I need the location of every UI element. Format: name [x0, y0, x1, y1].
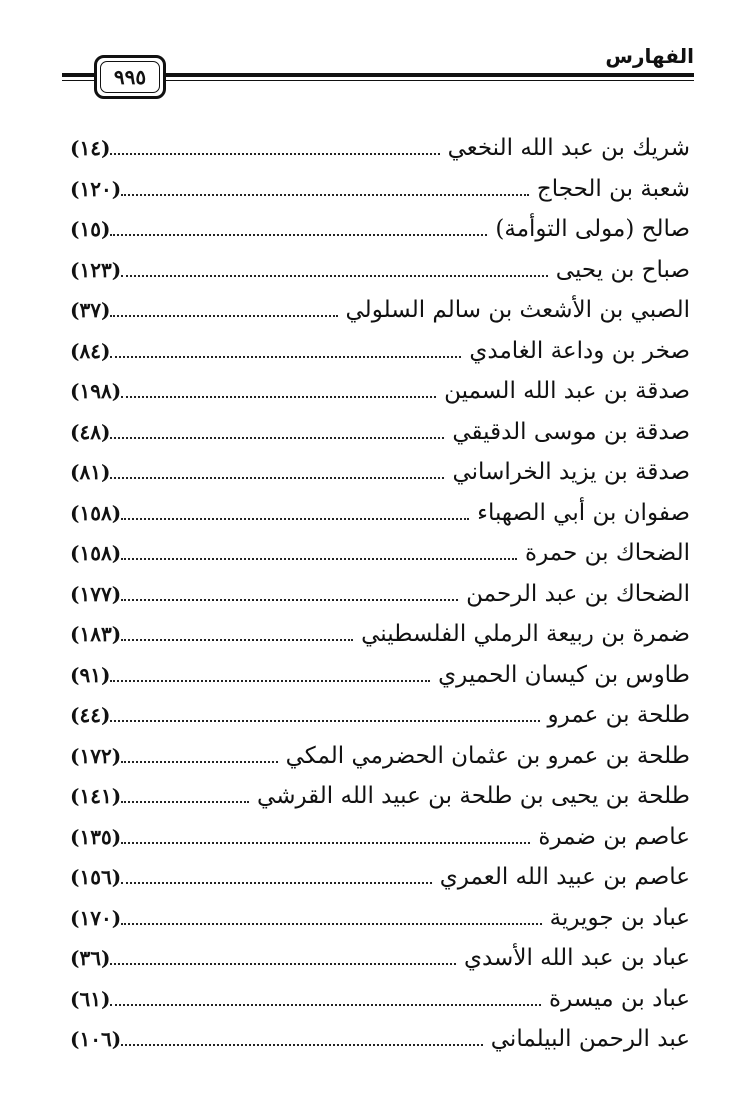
entry-reference: (١٧٧) — [70, 581, 122, 606]
index-entry — [70, 533, 690, 574]
page-number: ٩٩٥ — [113, 65, 147, 89]
entry-name: عبد الرحمن البيلماني — [490, 1026, 690, 1052]
dot-leader — [110, 314, 337, 317]
entry-reference: (١٢٠) — [70, 176, 122, 201]
dot-leader — [121, 841, 530, 844]
index-entry — [70, 655, 690, 696]
entry-name: عباد بن عبد الله الأسدي — [463, 945, 690, 971]
entry-name: صدقة بن يزيد الخراساني — [452, 459, 690, 485]
entry-reference: (١٥٨) — [70, 541, 122, 565]
entry-reference: (١٣٥) — [70, 824, 122, 849]
entry-name: الضحاك بن عبد الرحمن — [466, 580, 690, 607]
entry-name: صدقة بن موسى الدقيقي — [452, 418, 690, 445]
entry-name: شريك بن عبد الله النخعي — [447, 135, 690, 161]
entry-reference: (٤٤) — [70, 703, 111, 727]
entry-name: طلحة بن عمرو — [547, 702, 690, 728]
entry-reference: (٣٧) — [70, 298, 111, 322]
entry-name: صخر بن وداعة الغامدي — [469, 337, 690, 364]
dot-leader — [121, 760, 277, 763]
dot-leader — [110, 476, 444, 479]
entry-reference: (١٤) — [70, 136, 111, 160]
dot-leader — [110, 1003, 541, 1006]
index-entry — [70, 1019, 690, 1060]
entry-reference: (٦١) — [70, 986, 111, 1011]
entry-reference: (١٠٦) — [70, 1027, 122, 1051]
entry-reference: (١٤١) — [70, 784, 122, 808]
index-entry — [70, 209, 690, 250]
entry-reference: (٩١) — [70, 662, 111, 687]
entry-name: صدقة بن عبد الله السمين — [444, 378, 690, 404]
index-entry — [70, 493, 690, 534]
section-title: الفهارس — [605, 44, 694, 68]
entry-reference: (١٨٣) — [70, 622, 122, 646]
entry-reference: (١٥٨) — [70, 500, 122, 525]
dot-leader — [110, 233, 487, 236]
entry-reference: (٤٨) — [70, 419, 111, 444]
index-entry — [70, 452, 690, 493]
index-entry — [70, 857, 690, 898]
dot-leader — [121, 517, 469, 520]
entry-name: طلحة بن عمرو بن عثمان الحضرمي المكي — [285, 742, 690, 769]
dot-leader — [121, 557, 517, 560]
entry-name: عباد بن جويرية — [549, 904, 690, 931]
dot-leader — [110, 962, 456, 965]
dot-leader — [110, 679, 430, 682]
entry-name: شعبة بن الحجاج — [536, 175, 690, 202]
index-entry — [70, 695, 690, 736]
entry-reference: (١٥٦) — [70, 865, 122, 889]
dot-leader — [121, 274, 548, 277]
dot-leader — [121, 800, 249, 803]
index-entry — [70, 250, 690, 291]
index-entry — [70, 371, 690, 412]
dot-leader — [121, 922, 541, 925]
entry-name: صباح بن يحيى — [555, 256, 690, 283]
entry-name: ضمرة بن ربيعة الرملي الفلسطيني — [361, 621, 690, 647]
index-entry — [70, 776, 690, 817]
dot-leader — [121, 395, 436, 398]
entry-name: صالح (مولى التوأمة) — [495, 216, 690, 242]
index-entry — [70, 614, 690, 655]
entry-reference: (٨١) — [70, 460, 111, 484]
dot-leader — [110, 152, 439, 155]
entry-reference: (١٧٠) — [70, 905, 122, 930]
dot-leader — [121, 193, 529, 196]
dot-leader — [110, 436, 444, 439]
index-list — [70, 128, 690, 1060]
index-entry — [70, 817, 690, 858]
dot-leader — [110, 355, 461, 358]
index-entry — [70, 898, 690, 939]
dot-leader — [121, 598, 458, 601]
entry-name: الضحاك بن حمرة — [525, 540, 690, 566]
index-entry — [70, 938, 690, 979]
entry-name: عاصم بن عبيد الله العمري — [439, 864, 690, 890]
entry-reference: (٣٦) — [70, 946, 111, 970]
dot-leader — [121, 638, 353, 641]
entry-reference: (٨٤) — [70, 338, 111, 363]
entry-name: الصبي بن الأشعث بن سالم السلولي — [345, 297, 690, 323]
index-entry — [70, 331, 690, 372]
entry-reference: (١٢٣) — [70, 257, 122, 282]
entry-name: طلحة بن يحيى بن طلحة بن عبيد الله القرشي — [257, 783, 690, 809]
index-entry — [70, 736, 690, 777]
index-entry — [70, 169, 690, 210]
entry-reference: (١٥) — [70, 217, 111, 241]
entry-reference: (١٧٢) — [70, 743, 122, 768]
page-number-badge — [94, 55, 166, 99]
dot-leader — [121, 1043, 483, 1046]
entry-name: عاصم بن ضمرة — [538, 823, 690, 850]
dot-leader — [121, 881, 432, 884]
entry-name: صفوان بن أبي الصهباء — [477, 499, 690, 526]
dot-leader — [110, 719, 539, 722]
index-entry — [70, 128, 690, 169]
entry-name: طاوس بن كيسان الحميري — [438, 661, 690, 688]
index-entry — [70, 574, 690, 615]
index-entry — [70, 290, 690, 331]
page-header — [0, 0, 746, 110]
index-entry — [70, 979, 690, 1020]
entry-reference: (١٩٨) — [70, 379, 122, 403]
entry-name: عباد بن ميسرة — [549, 985, 690, 1012]
index-entry — [70, 412, 690, 453]
